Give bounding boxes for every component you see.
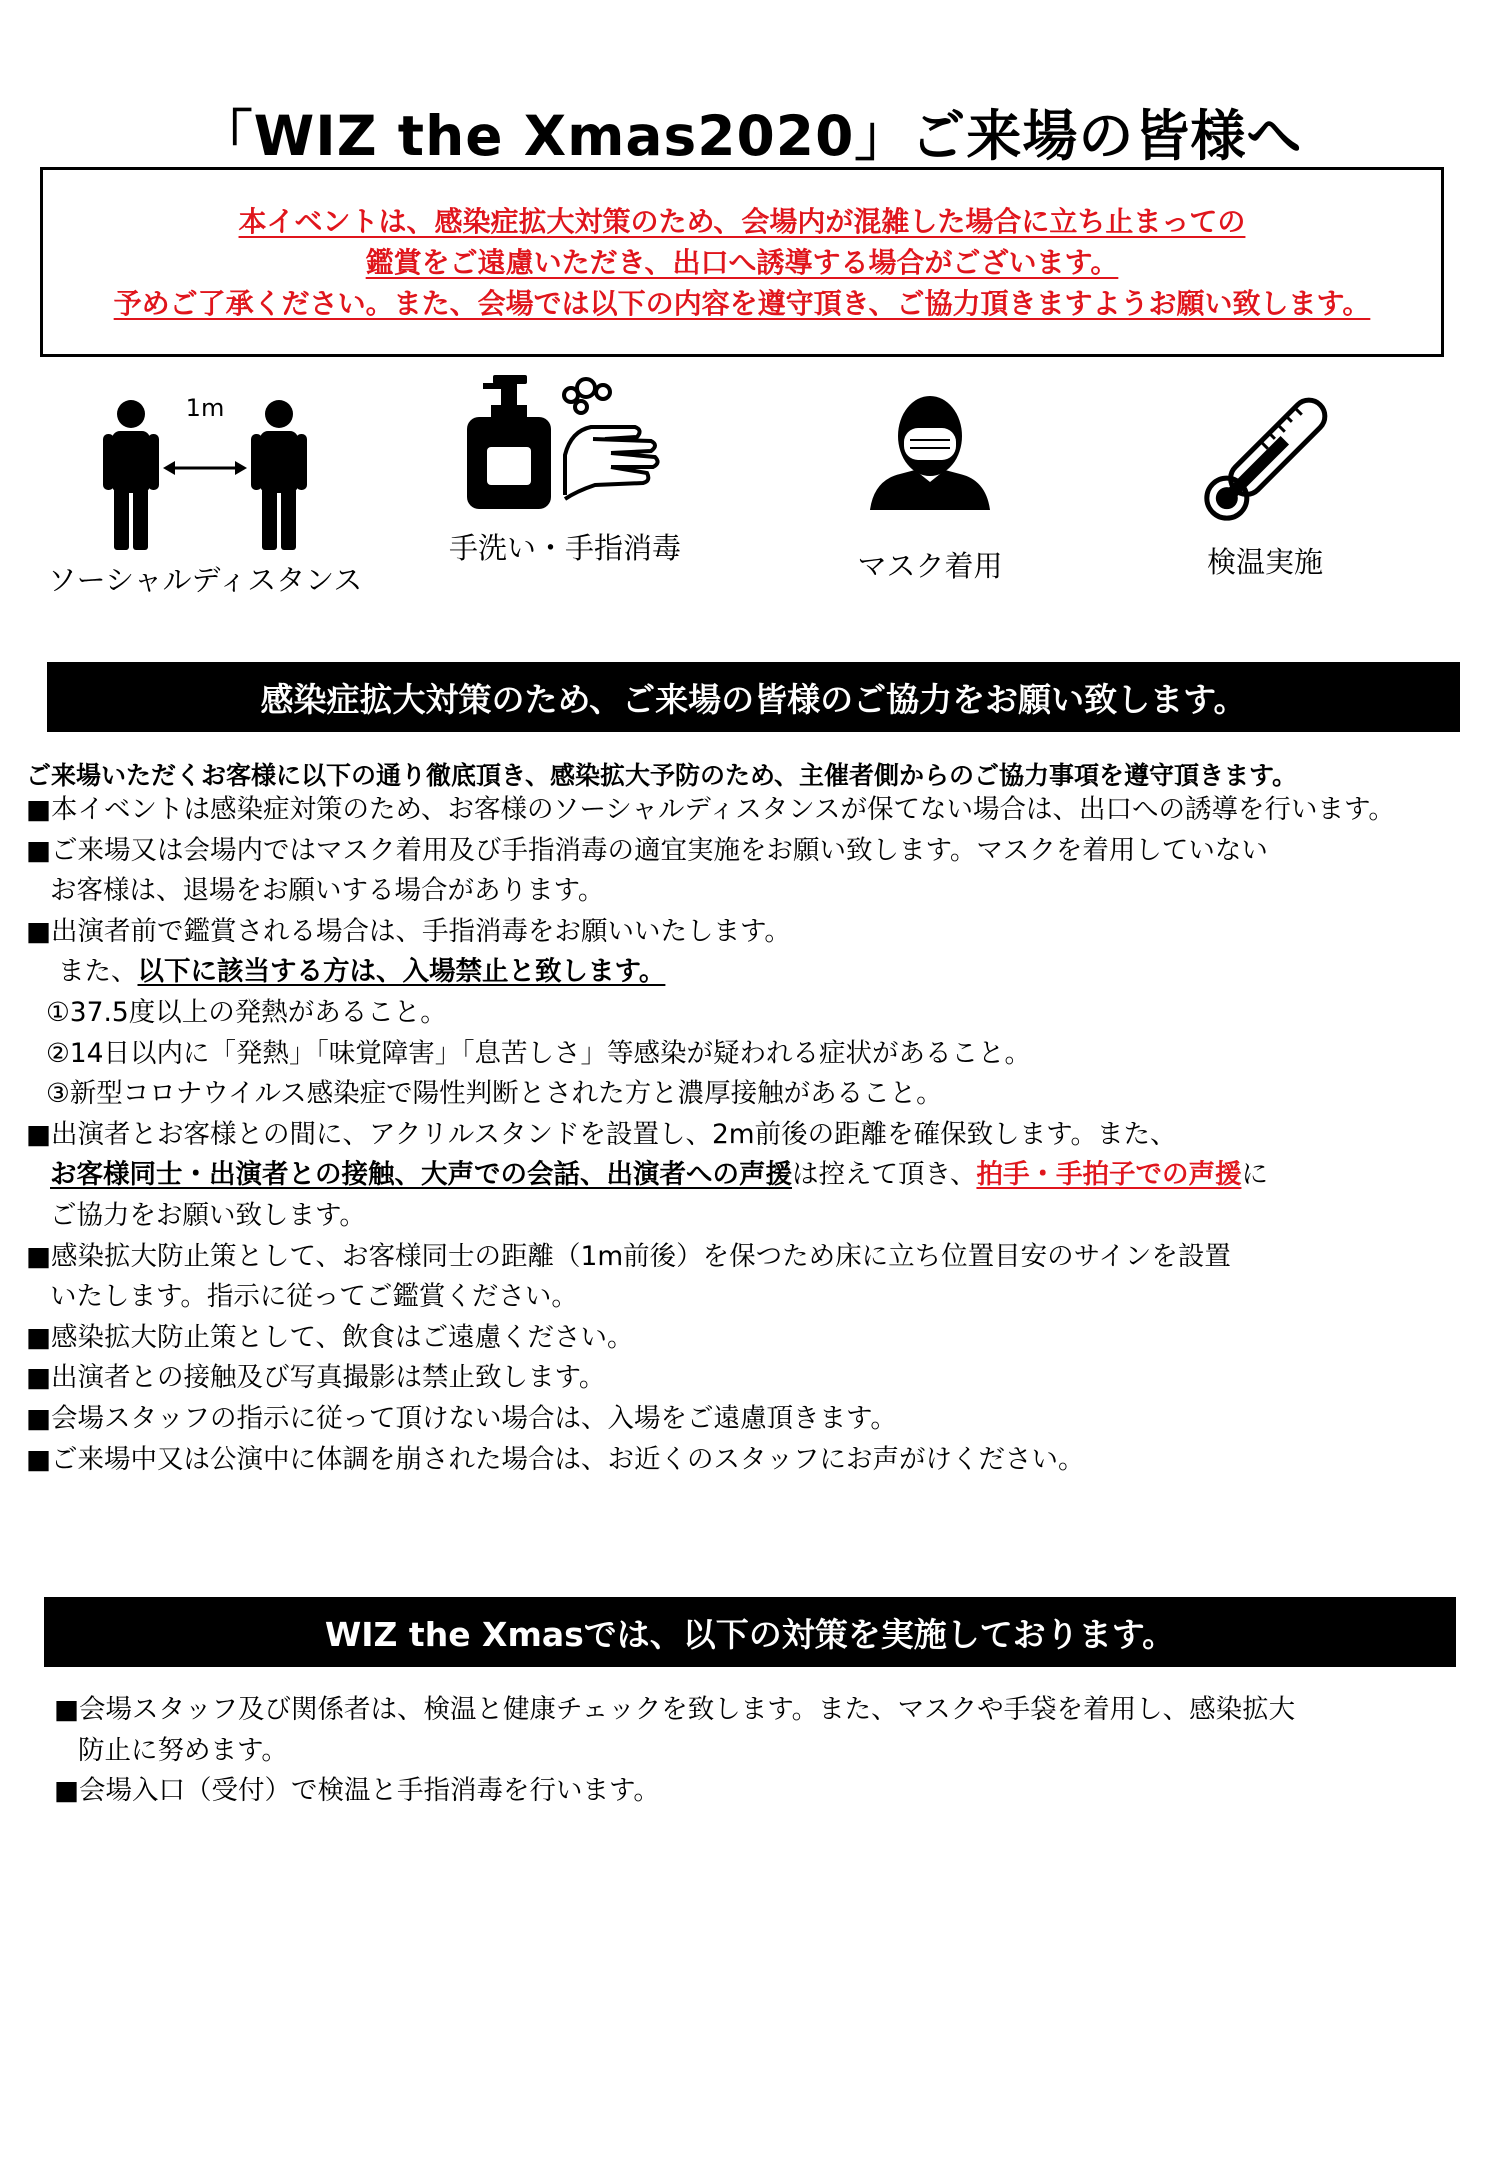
rule-line: ■出演者との接触及び写真撮影は禁止致します。 bbox=[26, 1362, 606, 1394]
rule-line: ご協力をお願い致します。 bbox=[50, 1199, 366, 1231]
social-distance-group bbox=[40, 390, 370, 599]
rule-line: ■本イベントは感染症対策のため、お客様のソーシャルディスタンスが保てない場合は、出口への誘導を行います。 bbox=[26, 794, 1395, 825]
rule-line: ■出演者前で鑑賞される場合は、手指消毒をお願いいたします。 bbox=[26, 915, 791, 947]
rule-line: ■ご来場中又は公演中に体調を崩された場合は、お近くのスタッフにお声がけください。 bbox=[26, 1443, 1085, 1475]
hand-wash-icon bbox=[465, 375, 665, 510]
prohibited-actions-text: お客様同士・出演者との接触、大声での会話、出演者への声援 bbox=[50, 1159, 792, 1191]
rule-end-text: に bbox=[1241, 1159, 1268, 1191]
notice-line: 鑑賞をご遠慮いただき、出口へ誘導する場合がございます。 bbox=[365, 245, 1119, 279]
measure-line: ■会場入口（受付）で検温と手指消毒を行います。 bbox=[54, 1775, 660, 1807]
icon-label: 検温実施 bbox=[1206, 545, 1323, 579]
lead-text: ご来場いただくお客様に以下の通り徹底頂き、感染拡大予防のため、主催者側からのご協力事項を遵守頂きます。 bbox=[26, 761, 1298, 790]
mask-icon bbox=[870, 390, 990, 510]
rule-line: ■ご来場又は会場内ではマスク着用及び手指消毒の適宜実施をお願い致します。マスクを着用していない bbox=[26, 834, 1268, 866]
measure-line: 防止に努めます。 bbox=[78, 1734, 288, 1766]
rule-prefix: また、 bbox=[58, 956, 138, 988]
section-banner: WIZ the Xmasでは、以下の対策を実施しております。 bbox=[44, 1597, 1456, 1667]
measures-list bbox=[54, 1690, 1494, 1812]
rule-line: ■感染拡大防止策として、飲食はご遠慮ください。 bbox=[26, 1321, 634, 1353]
section-banner: 感染症拡大対策のため、ご来場の皆様のご協力をお願い致します。 bbox=[47, 662, 1460, 732]
condition-line: ①37.5度以上の発熱があること。 bbox=[46, 996, 447, 1028]
rule-line: ■会場スタッフの指示に従って頂けない場合は、入場をご遠慮頂きます。 bbox=[26, 1402, 897, 1434]
rule-line bbox=[26, 952, 1486, 993]
distance-label: 1m bbox=[185, 394, 225, 422]
thermometer-group bbox=[1150, 392, 1380, 581]
condition-line: ②14日以内に「発熱」「味覚障害」「息苦しさ」等感染が疑われる症状があること。 bbox=[46, 1037, 1031, 1069]
entry-ban-text: 以下に該当する方は、入場禁止と致します。 bbox=[137, 956, 666, 988]
rule-line bbox=[26, 1155, 1486, 1196]
rule-line: お客様は、退場をお願いする場合があります。 bbox=[50, 875, 605, 907]
rules-list bbox=[26, 790, 1486, 1480]
notice-box bbox=[40, 167, 1444, 357]
hand-wash-group bbox=[415, 375, 715, 567]
rule-line: ■感染拡大防止策として、お客様同士の距離（1m前後）を保つため床に立ち位置目安のサインを設置 bbox=[26, 1240, 1231, 1272]
thermometer-icon bbox=[1195, 392, 1335, 528]
icon-label: ソーシャルディスタンス bbox=[47, 563, 363, 597]
icon-label: マスク着用 bbox=[857, 549, 1003, 583]
notice-line: 予めご了承ください。また、会場では以下の内容を遵守頂き、ご協力頂きますようお願い致します。 bbox=[113, 286, 1371, 320]
condition-line: ③新型コロナウイルス感染症で陽性判断とされた方と濃厚接触があること。 bbox=[46, 1078, 943, 1110]
measure-line: ■会場スタッフ及び関係者は、検温と健康チェックを致します。また、マスクや手袋を着用し、感染拡大 bbox=[54, 1694, 1296, 1725]
rule-mid-text: は控えて頂き、 bbox=[792, 1159, 977, 1191]
social-distance-icon bbox=[85, 390, 325, 550]
notice-line: 本イベントは、感染症拡大対策のため、会場内が混雑した場合に立ち止まっての bbox=[238, 204, 1246, 238]
page-title: 「WIZ the Xmas2020」ご来場の皆様へ bbox=[197, 104, 1303, 168]
mask-group bbox=[820, 390, 1040, 585]
applause-text: 拍手・手拍子での声援 bbox=[976, 1159, 1242, 1191]
icon-label: 手洗い・手指消毒 bbox=[448, 531, 681, 565]
rule-line: ■出演者とお客様との間に、アクリルスタンドを設置し、2m前後の距離を確保致します。また、 bbox=[26, 1118, 1177, 1150]
rule-line: いたします。指示に従ってご鑑賞ください。 bbox=[50, 1281, 578, 1313]
